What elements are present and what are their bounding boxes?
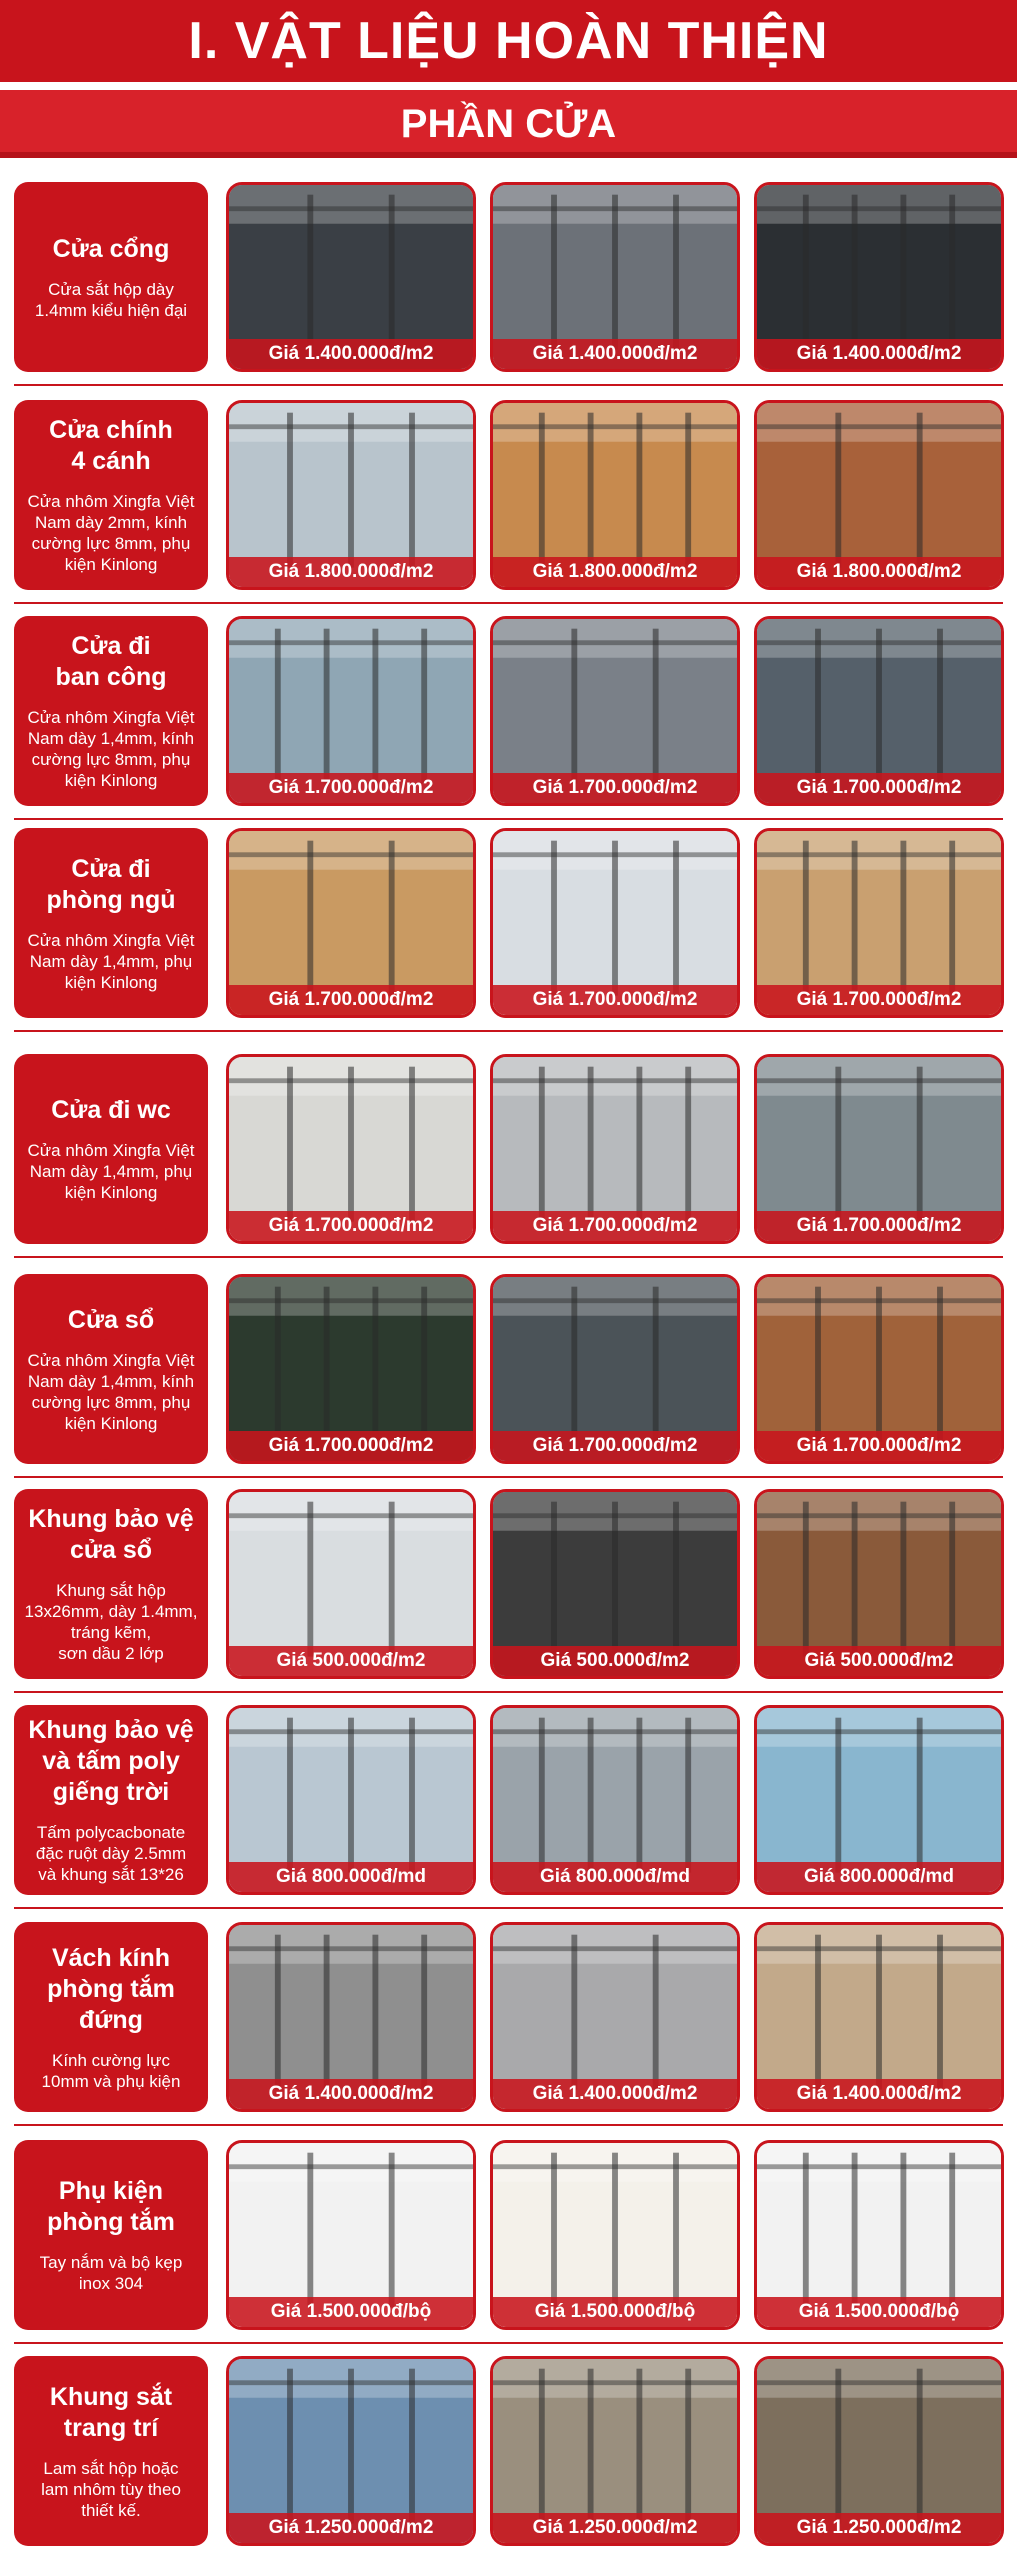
category-card bbox=[14, 2140, 208, 2330]
category-card bbox=[14, 400, 208, 590]
product-row bbox=[0, 1922, 1017, 2137]
price-label: Giá 1.500.000đ/bộ bbox=[757, 2297, 1001, 2327]
price-label: Giá 1.700.000đ/m2 bbox=[229, 1431, 473, 1461]
product-row bbox=[0, 2356, 1017, 2560]
skylight-frame-photo bbox=[226, 1705, 476, 1895]
row-divider bbox=[14, 1907, 1003, 1909]
price-label: Giá 1.400.000đ/m2 bbox=[757, 339, 1001, 369]
category-title: Cửa đi phòng ngủ bbox=[46, 854, 176, 914]
balcony-grey-door-photo bbox=[490, 616, 740, 806]
price-label: Giá 800.000đ/md bbox=[229, 1862, 473, 1892]
price-label: Giá 1.250.000đ/m2 bbox=[493, 2513, 737, 2543]
category-title: Cửa đi wc bbox=[51, 1096, 171, 1124]
category-card bbox=[14, 1705, 208, 1895]
modern-steel-gate-photo bbox=[226, 182, 476, 372]
price-label: Giá 500.000đ/m2 bbox=[493, 1646, 737, 1676]
price-label: Giá 800.000đ/md bbox=[493, 1862, 737, 1892]
category-description: Khung sắt hộp 13x26mm, dày 1.4mm, tráng kẽm, sơn dầu 2 lớp bbox=[24, 1581, 198, 1663]
product-row bbox=[0, 400, 1017, 615]
pergola-under-construction-photo bbox=[490, 2356, 740, 2546]
price-label: Giá 1.700.000đ/m2 bbox=[493, 985, 737, 1015]
price-label: Giá 1.400.000đ/m2 bbox=[229, 339, 473, 369]
casement-window-photo bbox=[226, 1274, 476, 1464]
category-description: Kính cường lực 10mm và phụ kiện bbox=[41, 2050, 181, 2091]
price-label: Giá 1.800.000đ/m2 bbox=[493, 557, 737, 587]
price-label: Giá 1.500.000đ/bộ bbox=[229, 2297, 473, 2327]
product-row bbox=[0, 2140, 1017, 2355]
black-hinge-set-photo bbox=[754, 2140, 1004, 2330]
bedroom-door-photo bbox=[754, 828, 1004, 1018]
price-label: Giá 1.700.000đ/m2 bbox=[493, 1211, 737, 1241]
price-label: Giá 800.000đ/md bbox=[757, 1862, 1001, 1892]
category-card bbox=[14, 2356, 208, 2546]
category-title: Cửa đi ban công bbox=[55, 632, 167, 691]
gold-hinge-set-photo bbox=[490, 2140, 740, 2330]
category-title: Khung bảo vệ cửa sổ bbox=[28, 1505, 194, 1564]
row-divider bbox=[14, 602, 1003, 604]
grey-4-leaf-door-photo bbox=[226, 400, 476, 590]
price-label: Giá 1.400.000đ/m2 bbox=[493, 2079, 737, 2109]
row-divider bbox=[14, 1476, 1003, 1478]
product-row bbox=[0, 1489, 1017, 1704]
grey-window-photo bbox=[490, 1274, 740, 1464]
category-title: Cửa chính 4 cánh bbox=[49, 416, 173, 475]
poly-roof-photo bbox=[490, 1705, 740, 1895]
price-label: Giá 1.500.000đ/bộ bbox=[493, 2297, 737, 2327]
row-divider bbox=[14, 1030, 1003, 1032]
price-label: Giá 500.000đ/m2 bbox=[229, 1646, 473, 1676]
category-title: Phụ kiện phòng tắm bbox=[47, 2177, 175, 2236]
product-row bbox=[0, 1705, 1017, 1920]
category-title: Cửa cổng bbox=[52, 234, 170, 263]
price-label: Giá 1.800.000đ/m2 bbox=[757, 557, 1001, 587]
category-description: Cửa nhôm Xingfa Việt Nam dày 1,4mm, phụ kiện Kinlong bbox=[27, 1141, 195, 1202]
wc-frosted-door-photo bbox=[226, 1054, 476, 1244]
white-window-grille-photo bbox=[226, 1489, 476, 1679]
wood-grain-window-photo bbox=[754, 1274, 1004, 1464]
wc-marble-door-photo bbox=[754, 1054, 1004, 1244]
wood-grain-living-room-door-photo bbox=[754, 400, 1004, 590]
category-title: Khung sắt trang trí bbox=[49, 2382, 173, 2442]
ornate-steel-gate-photo bbox=[490, 182, 740, 372]
price-label: Giá 1.700.000đ/m2 bbox=[757, 773, 1001, 803]
product-row bbox=[0, 1054, 1017, 1269]
price-label: Giá 1.700.000đ/m2 bbox=[757, 1211, 1001, 1241]
dark-window-grille-photo bbox=[490, 1489, 740, 1679]
category-description: Lam sắt hộp hoặc lam nhôm tùy theo thiết kế. bbox=[41, 2458, 181, 2520]
shower-glass-grey-photo bbox=[490, 1922, 740, 2112]
bedroom-grey-doors-photo bbox=[490, 828, 740, 1018]
shower-glass-photo bbox=[226, 1922, 476, 2112]
shower-glass-beige-photo bbox=[754, 1922, 1004, 2112]
wood-grain-door-photo bbox=[490, 400, 740, 590]
chrome-hinge-set-photo bbox=[226, 2140, 476, 2330]
wood-window-grille-photo bbox=[754, 1489, 1004, 1679]
category-description: Cửa sắt hộp dày 1.4mm kiểu hiện đại bbox=[34, 279, 188, 320]
price-label: Giá 1.700.000đ/m2 bbox=[493, 773, 737, 803]
wc-grey-door-photo bbox=[490, 1054, 740, 1244]
price-label: Giá 1.250.000đ/m2 bbox=[757, 2513, 1001, 2543]
product-row bbox=[0, 828, 1017, 1043]
category-card bbox=[14, 1274, 208, 1464]
price-label: Giá 1.700.000đ/m2 bbox=[229, 773, 473, 803]
category-description: Cửa nhôm Xingfa Việt Nam dày 1,4mm, phụ kiện Kinlong bbox=[27, 930, 195, 992]
category-description: Tay nắm và bộ kẹp inox 304 bbox=[39, 2253, 183, 2293]
price-label: Giá 1.700.000đ/m2 bbox=[757, 1431, 1001, 1461]
price-label: Giá 1.700.000đ/m2 bbox=[229, 1211, 473, 1241]
category-card bbox=[14, 828, 208, 1018]
price-label: Giá 1.400.000đ/m2 bbox=[493, 339, 737, 369]
row-divider bbox=[14, 1691, 1003, 1693]
balcony-glass-door-photo bbox=[754, 616, 1004, 806]
row-divider bbox=[14, 1256, 1003, 1258]
category-description: Cửa nhôm Xingfa Việt Nam dày 1,4mm, kính cường lực 8mm, phụ kiện Kinlong bbox=[27, 1350, 195, 1433]
price-label: Giá 1.400.000đ/m2 bbox=[757, 2079, 1001, 2109]
category-title: Cửa sổ bbox=[67, 1305, 155, 1334]
category-card bbox=[14, 1922, 208, 2112]
price-label: Giá 1.800.000đ/m2 bbox=[229, 557, 473, 587]
category-description: Cửa nhôm Xingfa Việt Nam dày 1,4mm, kính cường lực 8mm, phụ kiện Kinlong bbox=[27, 708, 195, 790]
price-label: Giá 1.700.000đ/m2 bbox=[229, 985, 473, 1015]
category-title: Vách kính phòng tắm đứng bbox=[47, 1943, 175, 2034]
category-card bbox=[14, 616, 208, 806]
pergola-dark-photo bbox=[226, 2356, 476, 2546]
price-label: Giá 1.250.000đ/m2 bbox=[229, 2513, 473, 2543]
row-divider bbox=[14, 2342, 1003, 2344]
product-row bbox=[0, 1274, 1017, 1489]
category-description: Tấm polycacbonate đặc ruột dày 2.5mm và khung sắt 13*26 bbox=[35, 1823, 187, 1884]
page-title: I. VẬT LIỆU HOÀN THIỆN bbox=[0, 0, 1017, 82]
row-divider bbox=[14, 384, 1003, 386]
row-divider bbox=[14, 2124, 1003, 2126]
price-label: Giá 1.400.000đ/m2 bbox=[229, 2079, 473, 2109]
balcony-folding-door-photo bbox=[226, 616, 476, 806]
product-row bbox=[0, 616, 1017, 831]
price-label: Giá 1.700.000đ/m2 bbox=[757, 985, 1001, 1015]
category-description: Cửa nhôm Xingfa Việt Nam dày 2mm, kính cường lực 8mm, phụ kiện Kinlong bbox=[27, 492, 195, 574]
price-label: Giá 500.000đ/m2 bbox=[757, 1646, 1001, 1676]
section-title: PHẦN CỬA bbox=[0, 90, 1017, 158]
category-card bbox=[14, 1054, 208, 1244]
price-label: Giá 1.700.000đ/m2 bbox=[493, 1431, 737, 1461]
laser-cut-gate-photo bbox=[754, 182, 1004, 372]
bedroom-wood-door-photo bbox=[226, 828, 476, 1018]
category-card bbox=[14, 1489, 208, 1679]
pergola-terrace-photo bbox=[754, 2356, 1004, 2546]
product-row bbox=[0, 182, 1017, 397]
category-card bbox=[14, 182, 208, 372]
glass-pyramid-skylight-photo bbox=[754, 1705, 1004, 1895]
category-title: Khung bảo vệ và tấm poly giếng trời bbox=[28, 1716, 194, 1806]
row-divider bbox=[14, 818, 1003, 820]
